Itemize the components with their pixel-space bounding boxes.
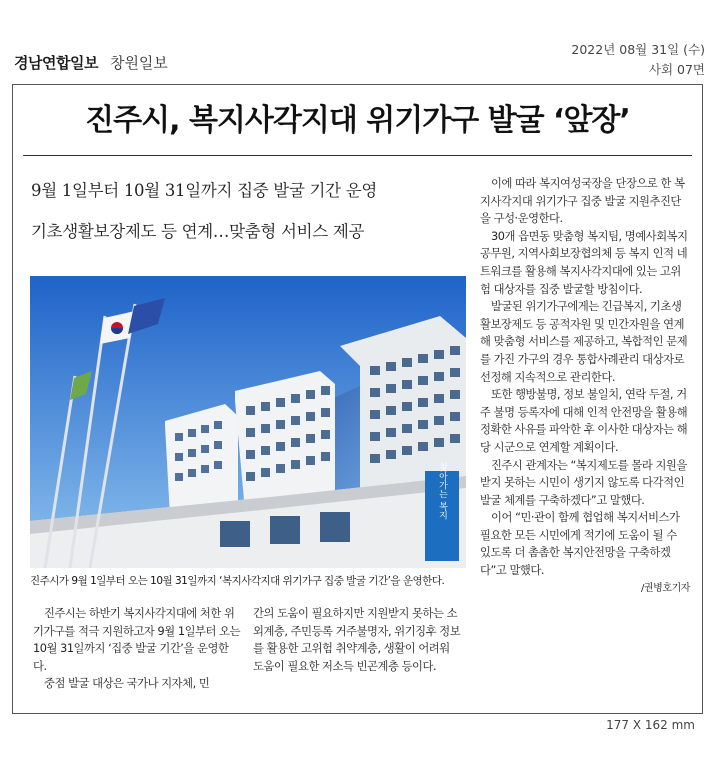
subhead-1: 9월 1일부터 10월 31일까지 집중 발굴 기간 운영 xyxy=(31,181,378,200)
paper-name: 경남연합일보 xyxy=(14,54,98,72)
headline-rule xyxy=(23,155,692,156)
col3-paragraph-3: 발굴된 위기가구에게는 긴급복지, 기초생활보장제도 등 공적자원 및 민간자원을 연계해 맞춤형 서비스를 제공하고, 복합적인 문제를 가진 가구의 경우 통합사례관리 대상자로 선정해 지속적으로 관리한다. xyxy=(480,300,688,384)
col3-paragraph-5: 진주시 관계자는 “복지제도를 몰라 지원을 받지 못하는 시민이 생기지 않도록 다각적인 발굴 체계를 구축하겠다”고 말했다. xyxy=(480,458,687,507)
column-2 xyxy=(253,605,463,675)
col3-paragraph-4: 또한 행방불명, 정보 불일치, 연락 두절, 거주 불명 등록자에 대해 인적 안전망을 활용해 정확한 사유를 파악한 후 이사한 대상자는 해당 시군으로 연계할 계획이다. xyxy=(480,388,688,454)
publication-date: 2022년 08월 31일 (수) xyxy=(571,42,705,57)
column-1 xyxy=(33,605,241,693)
masthead-right xyxy=(571,40,705,80)
photo-caption: 진주시가 9월 1일부터 오는 10월 31일까지 ‘복지사각지대 위기가구 집중 발굴 기간’을 운영한다. xyxy=(30,575,445,587)
subhead-2: 기초생활보장제도 등 연계…맞춤형 서비스 제공 xyxy=(31,222,365,241)
column-3 xyxy=(480,175,690,597)
col3-paragraph-1: 이에 따라 복지여성국장을 단장으로 한 복지사각지대 위기가구 집중 발굴 지원추진단을 구성·운영한다. xyxy=(480,177,685,226)
article-frame xyxy=(12,84,703,714)
headline: 진주시, 복지사각지대 위기가구 발굴 ‘앞장’ xyxy=(85,103,630,138)
col2-paragraph-1: 간의 도움이 필요하지만 지원받지 못하는 소외계층, 주민등록 거주불명자, 위기징후 정보를 활용한 고위험 취약계층, 생활이 어려워 도움이 필요한 저소득 빈곤계층 등이다. xyxy=(253,607,461,673)
article-photo xyxy=(30,276,466,568)
masthead-left xyxy=(14,52,168,73)
banner-text: 찾아가는 복지 xyxy=(437,462,447,520)
city-hall-photo xyxy=(30,276,466,568)
byline: /권병호기자 xyxy=(641,582,690,594)
col1-paragraph-2: 중점 발굴 대상은 국가나 지자체, 민 xyxy=(44,677,210,691)
col1-paragraph-1: 진주시는 하반기 복지사각지대에 처한 위기가구를 적극 지원하고자 9월 1일부터 오는 10월 31일까지 ‘집중 발굴 기간’을 운영한다. xyxy=(33,607,241,673)
section-label: 창원일보 xyxy=(109,54,168,72)
page-label: 사회 07면 xyxy=(648,62,705,77)
col3-paragraph-2: 30개 읍면동 맞춤형 복지팀, 명예사회복지공무원, 지역사회보장협의체 등 복지 인적 네트워크를 활용해 복지사각지대에 있는 고위험 대상자를 집중 발굴할 방침이다. xyxy=(480,229,688,296)
clipping-size: 177 X 162 mm xyxy=(606,718,695,732)
col3-paragraph-6: 이어 “민·관이 함께 협업해 복지서비스가 필요한 모든 시민에게 적기에 도움이 될 수 있도록 더 촘촘한 복지안전망을 구축하겠다”고 말했다. xyxy=(480,511,680,578)
